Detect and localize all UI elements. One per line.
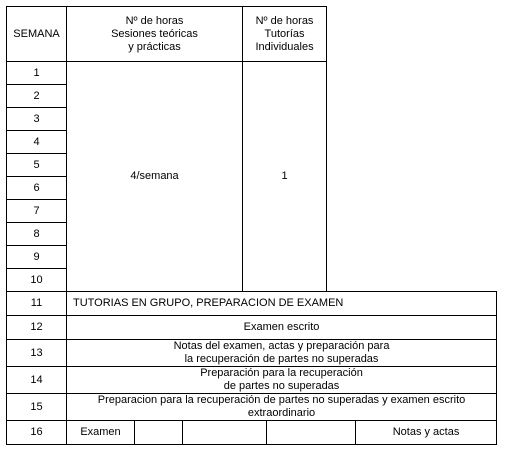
week-number: 13 [7, 340, 67, 367]
row15-line-1: Preparacion para la recuperación de partes no superadas y examen escrito [97, 394, 466, 406]
row16-empty-cell [267, 421, 356, 445]
week-number: 7 [7, 200, 67, 223]
week-number: 2 [7, 85, 67, 108]
row14-activity [67, 367, 497, 394]
row16-empty-cell [183, 421, 267, 445]
header-horas-sesiones [67, 7, 243, 62]
row15-activity [67, 394, 497, 421]
week-number: 3 [7, 108, 67, 131]
row11-activity: TUTORIAS EN GRUPO, PREPARACION DE EXAMEN [67, 292, 497, 316]
row15-line-2: extraordinario [247, 407, 316, 419]
week-number: 9 [7, 246, 67, 269]
week-number: 14 [7, 367, 67, 394]
header-horas-tutorias-line-1: Nº de horas [255, 14, 314, 27]
header-horas-tutorias-line-2: Tutorías [264, 27, 305, 40]
header-horas-sesiones-line-1: Nº de horas [125, 14, 184, 27]
row12-activity: Examen escrito [67, 316, 497, 340]
sesiones-hours-cell: 4/semana [67, 62, 243, 292]
week-number: 16 [7, 421, 67, 445]
week-row [7, 62, 497, 85]
tutorias-hours-cell: 1 [243, 62, 327, 292]
header-horas-tutorias-line-3: Individuales [255, 40, 314, 53]
row16-examen: Examen [67, 421, 135, 445]
row13-activity [67, 340, 497, 367]
schedule-table [6, 6, 497, 445]
week-row-16 [7, 421, 497, 445]
week-number: 4 [7, 131, 67, 154]
row14-line-1: Preparación para la recuperación [200, 367, 363, 379]
row13-line-2: la recuperación de partes no superadas [184, 353, 379, 365]
header-horas-sesiones-line-2: Sesiones teóricas [111, 27, 198, 40]
header-horas-tutorias [243, 7, 327, 62]
row16-empty-cell [135, 421, 183, 445]
row13-line-1: Notas del examen, actas y preparación para [173, 340, 390, 352]
week-number: 10 [7, 269, 67, 292]
week-number: 12 [7, 316, 67, 340]
header-semana: SEMANA [7, 7, 67, 62]
header-row [7, 7, 497, 62]
week-row-11 [7, 292, 497, 316]
week-row-13 [7, 340, 497, 367]
week-number: 1 [7, 62, 67, 85]
week-number: 6 [7, 177, 67, 200]
row16-notas: Notas y actas [356, 421, 497, 445]
week-number: 5 [7, 154, 67, 177]
week-number: 8 [7, 223, 67, 246]
header-horas-sesiones-line-3: y prácticas [128, 40, 181, 53]
week-row-15 [7, 394, 497, 421]
week-number: 11 [7, 292, 67, 316]
week-row-12 [7, 316, 497, 340]
week-row-14 [7, 367, 497, 394]
row14-line-2: de partes no superadas [223, 380, 340, 392]
week-number: 15 [7, 394, 67, 421]
